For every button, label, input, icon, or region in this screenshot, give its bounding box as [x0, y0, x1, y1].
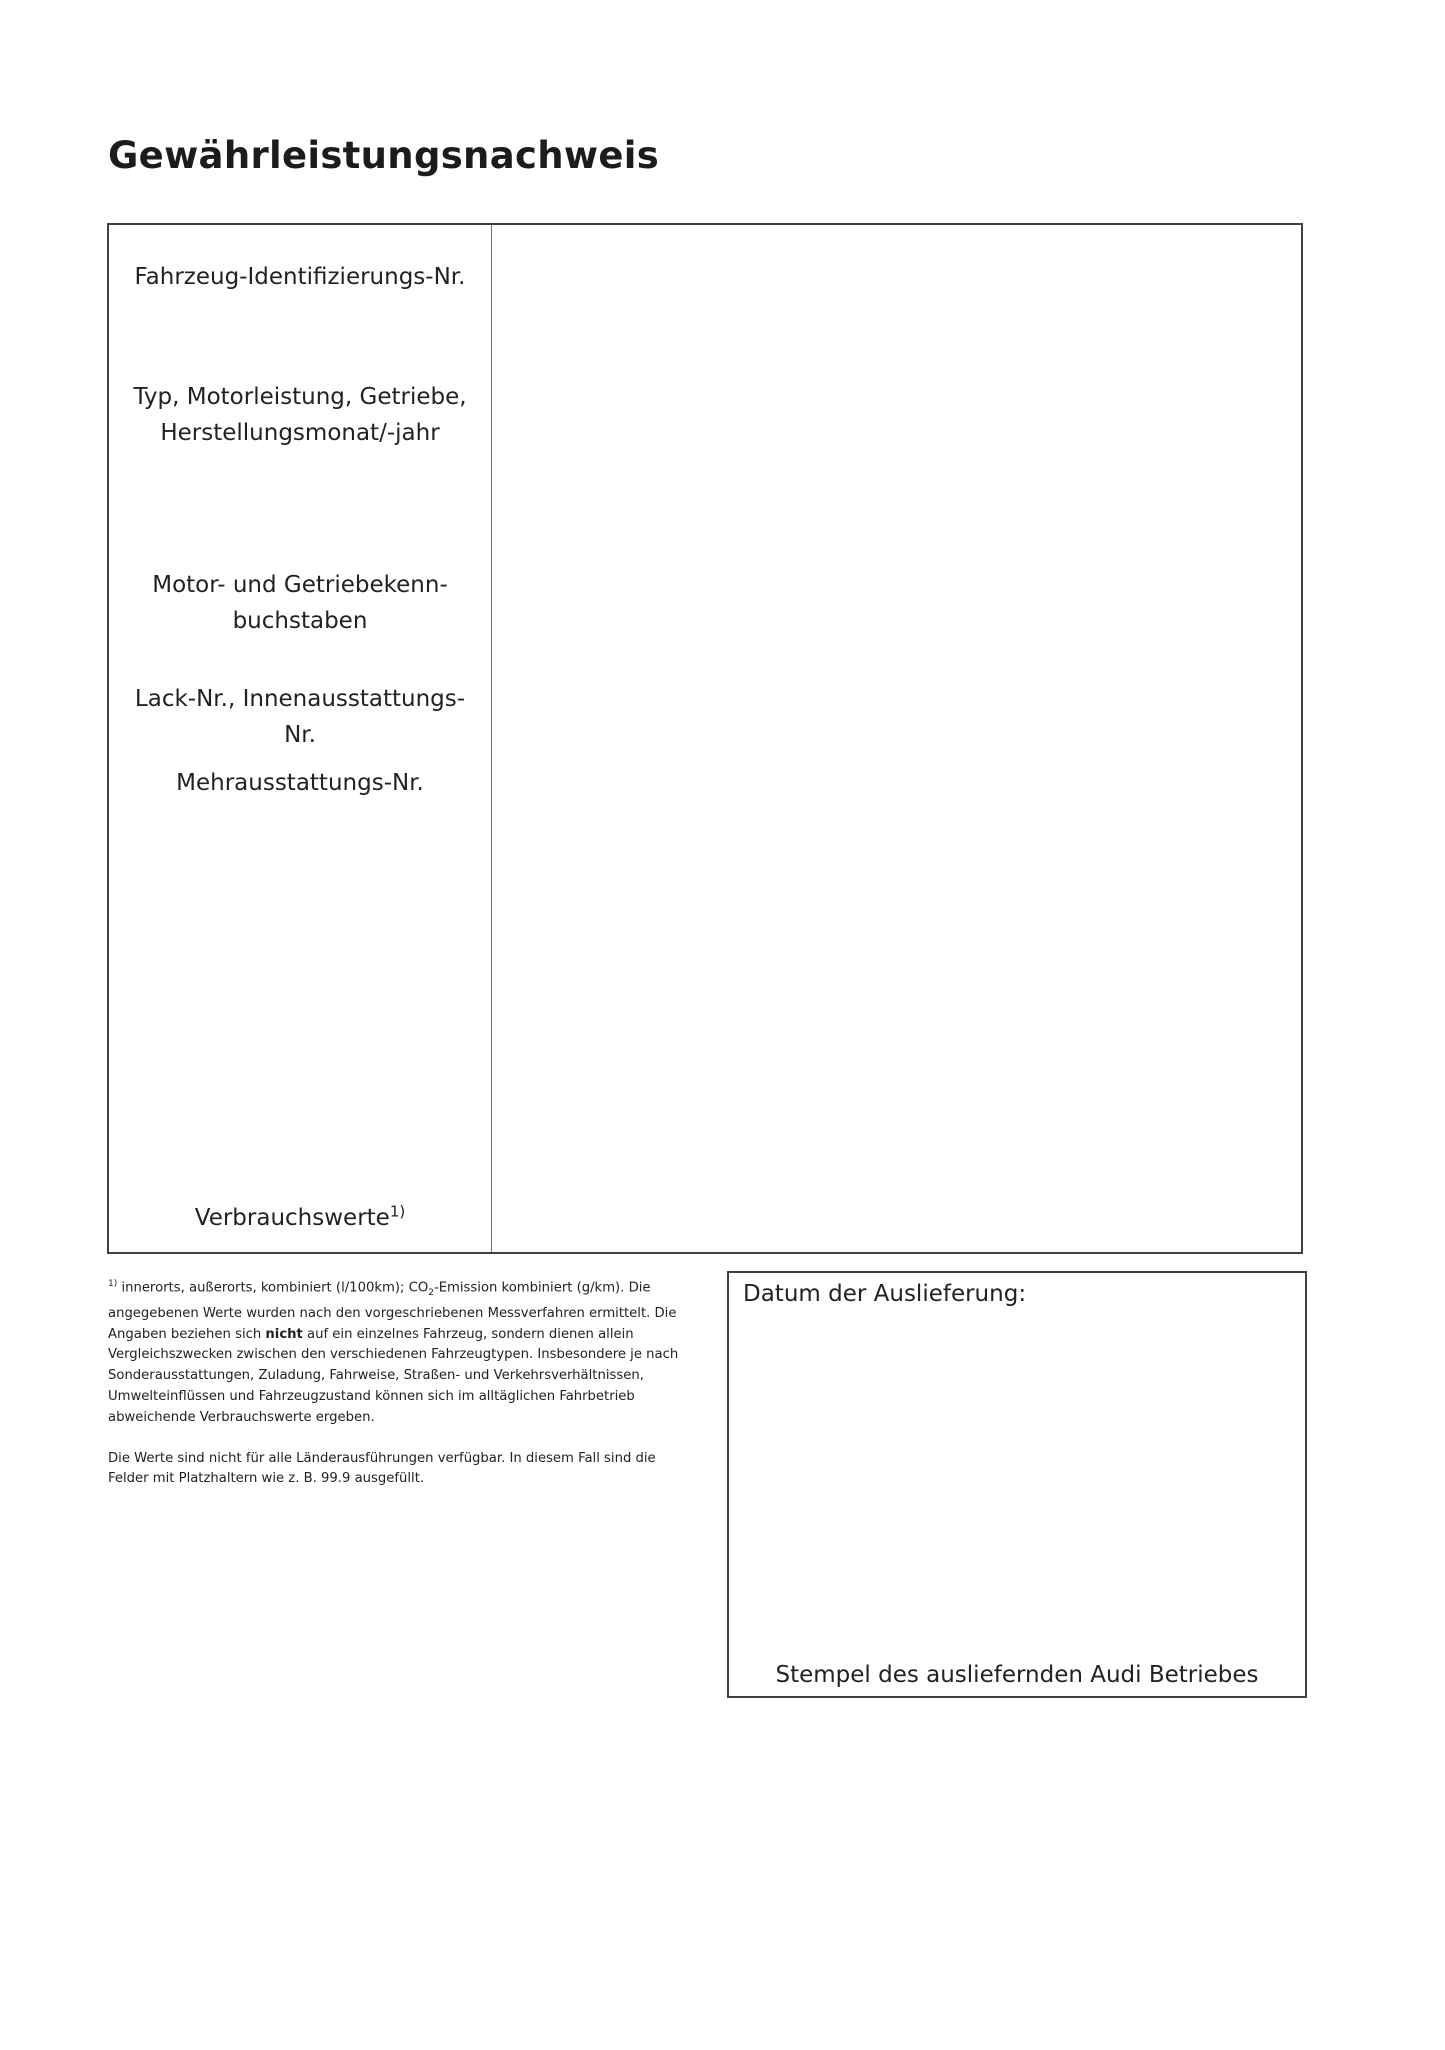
dealer-stamp-label: Stempel des ausliefernden Audi Betriebes [775, 1662, 1259, 1688]
label-consumption-values: Verbrauchswerte$^{1)}$ [194, 1202, 406, 1231]
label-paint-interior-no: Lack-Nr., Innenausstattungs- Nr. [134, 686, 466, 748]
vehicle-data-table [107, 223, 1303, 1254]
vehicle-data-entry-area[interactable] [492, 225, 1301, 1252]
footnote-paragraph-availability: Die Werte sind nicht für alle Länderausführungen verfügbar. In diesem Fall sind die Felder mit Platzhaltern wie z. B. 99.9 ausgefüllt. [108, 1450, 656, 1487]
label-extra-equipment-no: Mehrausstattungs-Nr. [176, 770, 424, 796]
footnote [108, 1274, 693, 1490]
label-vin: Fahrzeug-Identifizierungs-Nr. [134, 264, 466, 290]
footnote-paragraph-consumption: $^{1)}$ innerorts, außerorts, kombiniert (l/100km); $CO_2$-Emission kombiniert (g/km). Die angegebenen Werte wurden nach den vorgeschriebenen Messverfahren ermittelt. Die Angaben beziehen sich nicht auf ein einzelnes Fahrzeug, sondern dienen allein Vergleichszwecken zwischen den verschiedenen Fahrzeugtypen. Insbesondere je nach Sonderausstattungen, Zuladung, Fahrweise, Straßen- und Verkehrsverhältnissen, Umwelteinflüssen und Fahrzeugzustand können sich im alltäglichen Fahrbetrieb abweichende Verbrauchswerte ergeben. [108, 1279, 679, 1425]
page-title: Gewährleistungsnachweis [108, 134, 660, 177]
label-engine-gearbox-codes: Motor- und Getriebekenn- buchstaben [152, 572, 448, 634]
delivery-date-label: Datum der Auslieferung: [743, 1281, 1027, 1307]
delivery-stamp-box[interactable] [727, 1271, 1307, 1698]
label-type-engine-gearbox: Typ, Motorleistung, Getriebe, Herstellungsmonat/-jahr [133, 384, 467, 446]
footnote-ref: 1) [389, 1202, 406, 1221]
